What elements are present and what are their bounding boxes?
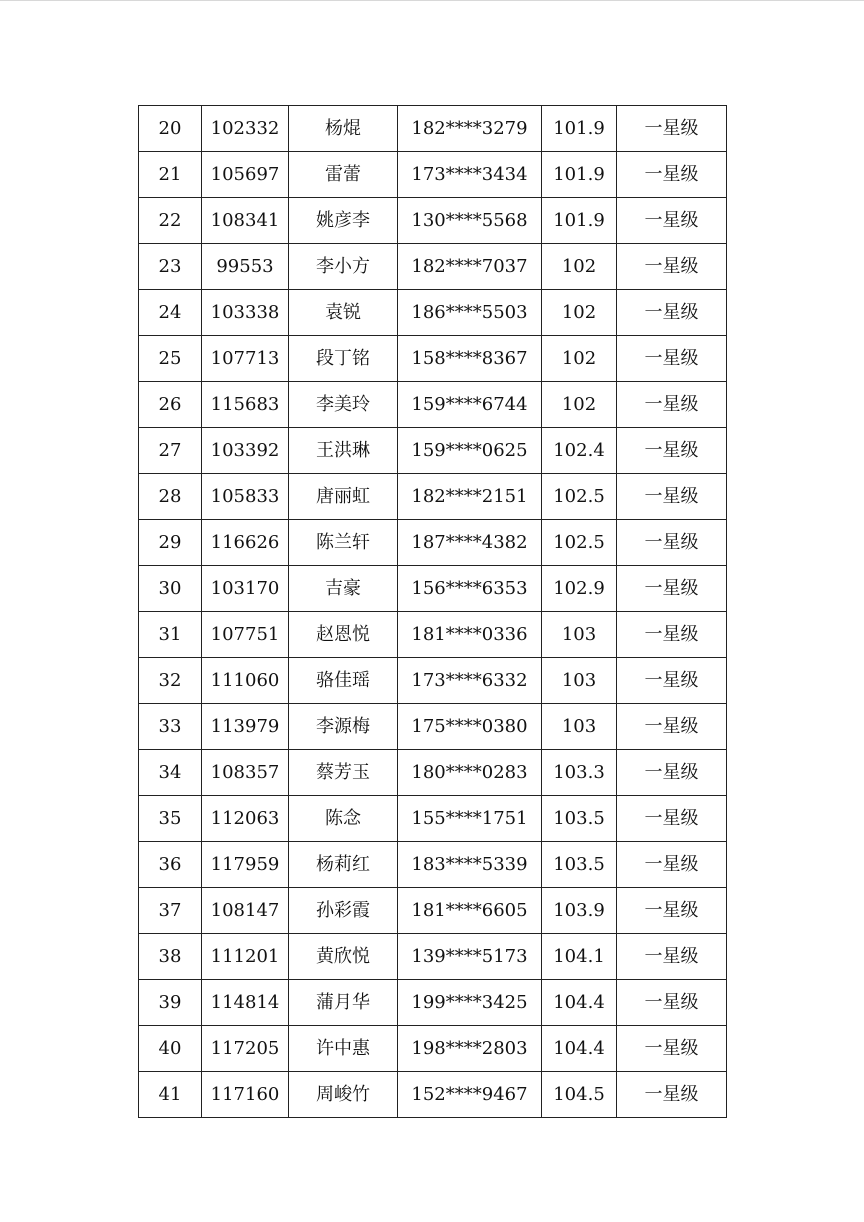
score-cell: 103 [542, 658, 617, 704]
name-cell: 杨莉红 [289, 842, 398, 888]
phone-cell: 198****2803 [398, 1026, 542, 1072]
phone-cell: 182****3279 [398, 106, 542, 152]
score-cell: 102.5 [542, 474, 617, 520]
score-cell: 103.5 [542, 796, 617, 842]
phone-cell: 152****9467 [398, 1072, 542, 1118]
name-cell: 雷蕾 [289, 152, 398, 198]
name-cell: 蒲月华 [289, 980, 398, 1026]
name-cell: 李美玲 [289, 382, 398, 428]
table-row [139, 1026, 727, 1072]
id-cell: 117959 [202, 842, 289, 888]
table-row [139, 474, 727, 520]
rank-cell: 26 [139, 382, 202, 428]
rank-cell: 31 [139, 612, 202, 658]
phone-cell: 182****2151 [398, 474, 542, 520]
score-cell: 102 [542, 290, 617, 336]
phone-cell: 158****8367 [398, 336, 542, 382]
table-row [139, 888, 727, 934]
table-row [139, 382, 727, 428]
phone-cell: 181****0336 [398, 612, 542, 658]
level-cell: 一星级 [617, 382, 727, 428]
name-cell: 黄欣悦 [289, 934, 398, 980]
level-cell: 一星级 [617, 842, 727, 888]
score-cell: 102 [542, 336, 617, 382]
name-cell: 蔡芳玉 [289, 750, 398, 796]
table-row [139, 796, 727, 842]
phone-cell: 181****6605 [398, 888, 542, 934]
score-cell: 102.5 [542, 520, 617, 566]
level-cell: 一星级 [617, 888, 727, 934]
id-cell: 115683 [202, 382, 289, 428]
phone-cell: 173****6332 [398, 658, 542, 704]
rank-cell: 30 [139, 566, 202, 612]
ranking-table-body [139, 106, 727, 1118]
phone-cell: 155****1751 [398, 796, 542, 842]
rank-cell: 28 [139, 474, 202, 520]
score-cell: 104.4 [542, 1026, 617, 1072]
rank-cell: 29 [139, 520, 202, 566]
table-row [139, 198, 727, 244]
id-cell: 114814 [202, 980, 289, 1026]
phone-cell: 130****5568 [398, 198, 542, 244]
level-cell: 一星级 [617, 980, 727, 1026]
id-cell: 107751 [202, 612, 289, 658]
level-cell: 一星级 [617, 198, 727, 244]
phone-cell: 186****5503 [398, 290, 542, 336]
level-cell: 一星级 [617, 612, 727, 658]
phone-cell: 183****5339 [398, 842, 542, 888]
score-cell: 102.9 [542, 566, 617, 612]
table-row [139, 658, 727, 704]
score-cell: 103.5 [542, 842, 617, 888]
level-cell: 一星级 [617, 750, 727, 796]
rank-cell: 27 [139, 428, 202, 474]
table-row [139, 336, 727, 382]
phone-cell: 187****4382 [398, 520, 542, 566]
name-cell: 孙彩霞 [289, 888, 398, 934]
rank-cell: 41 [139, 1072, 202, 1118]
score-cell: 103.3 [542, 750, 617, 796]
id-cell: 99553 [202, 244, 289, 290]
name-cell: 陈念 [289, 796, 398, 842]
id-cell: 108341 [202, 198, 289, 244]
id-cell: 103392 [202, 428, 289, 474]
name-cell: 许中惠 [289, 1026, 398, 1072]
score-cell: 104.4 [542, 980, 617, 1026]
id-cell: 105697 [202, 152, 289, 198]
rank-cell: 35 [139, 796, 202, 842]
level-cell: 一星级 [617, 474, 727, 520]
score-cell: 103 [542, 704, 617, 750]
table-row [139, 980, 727, 1026]
name-cell: 王洪琳 [289, 428, 398, 474]
ranking-table [138, 105, 727, 1118]
level-cell: 一星级 [617, 704, 727, 750]
rank-cell: 25 [139, 336, 202, 382]
score-cell: 101.9 [542, 198, 617, 244]
level-cell: 一星级 [617, 152, 727, 198]
id-cell: 103338 [202, 290, 289, 336]
score-cell: 102 [542, 382, 617, 428]
name-cell: 李小方 [289, 244, 398, 290]
id-cell: 105833 [202, 474, 289, 520]
level-cell: 一星级 [617, 658, 727, 704]
name-cell: 陈兰轩 [289, 520, 398, 566]
name-cell: 骆佳瑶 [289, 658, 398, 704]
id-cell: 111201 [202, 934, 289, 980]
table-row [139, 612, 727, 658]
id-cell: 117205 [202, 1026, 289, 1072]
phone-cell: 159****0625 [398, 428, 542, 474]
table-row [139, 520, 727, 566]
score-cell: 103.9 [542, 888, 617, 934]
score-cell: 104.1 [542, 934, 617, 980]
name-cell: 段丁铭 [289, 336, 398, 382]
table-row [139, 842, 727, 888]
level-cell: 一星级 [617, 106, 727, 152]
id-cell: 107713 [202, 336, 289, 382]
level-cell: 一星级 [617, 566, 727, 612]
level-cell: 一星级 [617, 428, 727, 474]
score-cell: 102.4 [542, 428, 617, 474]
id-cell: 117160 [202, 1072, 289, 1118]
table-row [139, 290, 727, 336]
id-cell: 108147 [202, 888, 289, 934]
rank-cell: 21 [139, 152, 202, 198]
phone-cell: 199****3425 [398, 980, 542, 1026]
rank-cell: 32 [139, 658, 202, 704]
table-row [139, 1072, 727, 1118]
phone-cell: 180****0283 [398, 750, 542, 796]
phone-cell: 182****7037 [398, 244, 542, 290]
name-cell: 周峻竹 [289, 1072, 398, 1118]
phone-cell: 173****3434 [398, 152, 542, 198]
level-cell: 一星级 [617, 796, 727, 842]
id-cell: 103170 [202, 566, 289, 612]
table-row [139, 428, 727, 474]
table-row [139, 934, 727, 980]
rank-cell: 36 [139, 842, 202, 888]
score-cell: 103 [542, 612, 617, 658]
level-cell: 一星级 [617, 244, 727, 290]
id-cell: 116626 [202, 520, 289, 566]
rank-cell: 40 [139, 1026, 202, 1072]
level-cell: 一星级 [617, 934, 727, 980]
table-row [139, 152, 727, 198]
level-cell: 一星级 [617, 290, 727, 336]
table-row [139, 566, 727, 612]
rank-cell: 20 [139, 106, 202, 152]
name-cell: 杨焜 [289, 106, 398, 152]
name-cell: 李源梅 [289, 704, 398, 750]
name-cell: 赵恩悦 [289, 612, 398, 658]
id-cell: 111060 [202, 658, 289, 704]
score-cell: 101.9 [542, 152, 617, 198]
name-cell: 唐丽虹 [289, 474, 398, 520]
rank-cell: 23 [139, 244, 202, 290]
table-row [139, 704, 727, 750]
rank-cell: 24 [139, 290, 202, 336]
level-cell: 一星级 [617, 1026, 727, 1072]
score-cell: 102 [542, 244, 617, 290]
phone-cell: 175****0380 [398, 704, 542, 750]
score-cell: 101.9 [542, 106, 617, 152]
rank-cell: 38 [139, 934, 202, 980]
score-cell: 104.5 [542, 1072, 617, 1118]
phone-cell: 156****6353 [398, 566, 542, 612]
rank-cell: 33 [139, 704, 202, 750]
rank-cell: 39 [139, 980, 202, 1026]
table-row [139, 244, 727, 290]
name-cell: 吉豪 [289, 566, 398, 612]
rank-cell: 34 [139, 750, 202, 796]
rank-cell: 37 [139, 888, 202, 934]
name-cell: 袁锐 [289, 290, 398, 336]
table-row [139, 106, 727, 152]
phone-cell: 139****5173 [398, 934, 542, 980]
name-cell: 姚彦李 [289, 198, 398, 244]
rank-cell: 22 [139, 198, 202, 244]
level-cell: 一星级 [617, 1072, 727, 1118]
table-row [139, 750, 727, 796]
id-cell: 112063 [202, 796, 289, 842]
level-cell: 一星级 [617, 520, 727, 566]
phone-cell: 159****6744 [398, 382, 542, 428]
level-cell: 一星级 [617, 336, 727, 382]
id-cell: 113979 [202, 704, 289, 750]
id-cell: 102332 [202, 106, 289, 152]
id-cell: 108357 [202, 750, 289, 796]
